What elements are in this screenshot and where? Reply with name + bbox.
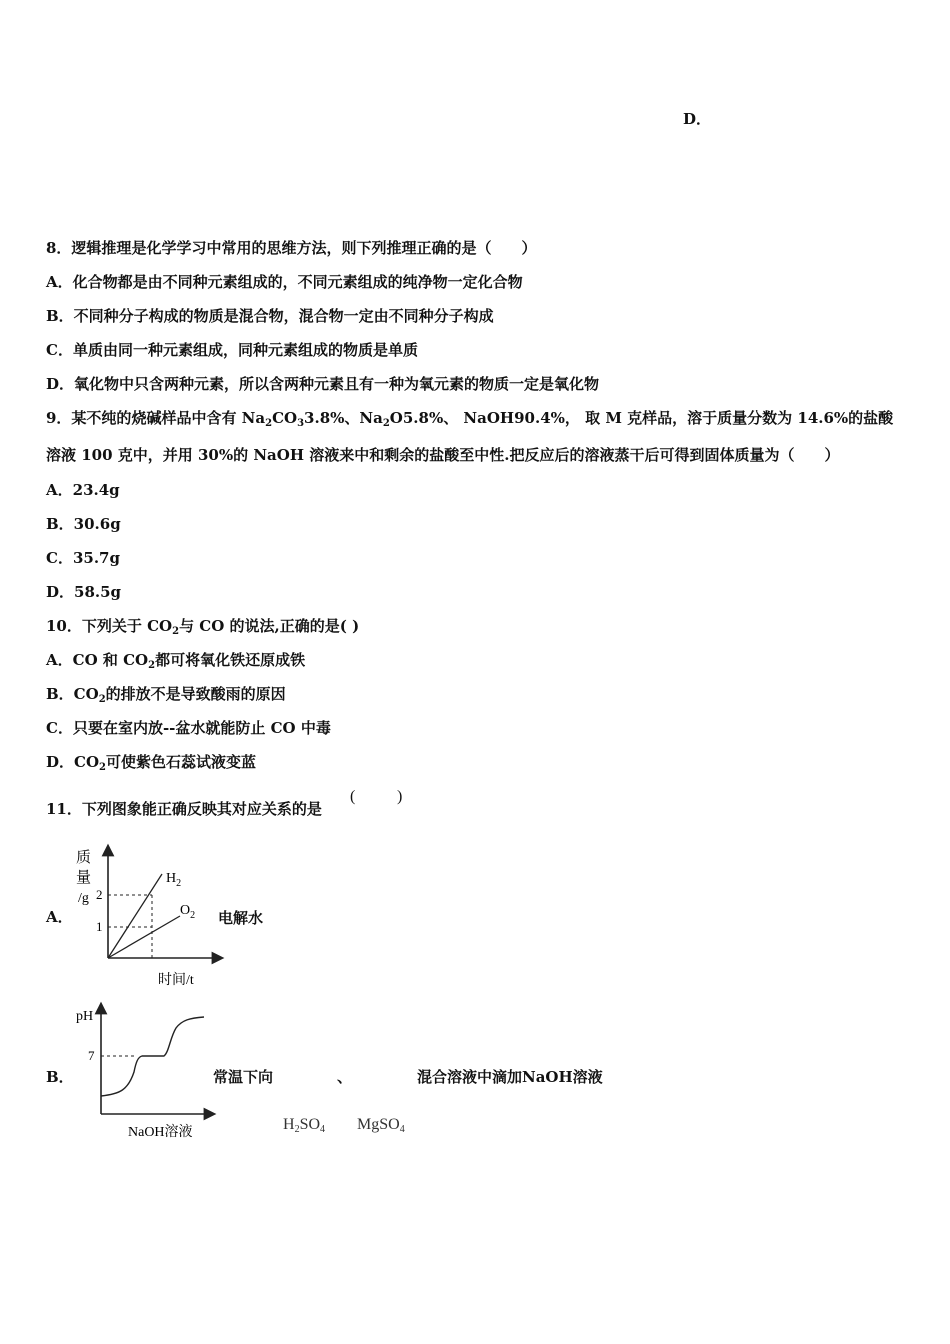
q10-option-b: B．$CO_2$的排放不是导致酸雨的原因 <box>46 685 286 705</box>
series-label-o2: $O_2$ <box>180 903 196 921</box>
y-label-ph: pH <box>76 1009 94 1024</box>
q8-option-b: B．不同种分子构成的物质是混合物，混合物一定由不同种分子构成 <box>46 307 494 325</box>
option-d-label: D． <box>683 110 712 128</box>
electrolysis-graph <box>68 842 228 990</box>
q11-option-a-text: 电解水 <box>218 909 264 927</box>
y-label-1: 质 <box>76 850 92 866</box>
h2-line <box>108 874 162 958</box>
q8-stem: 8．逻辑推理是化学学习中常用的思维方法，则下列推理正确的是（ ） <box>46 239 537 257</box>
q9-stem-line1: 9．某不纯的烧碱样品中含有 $Na_2CO_33.8\%$、$Na_2O5.8\%$、 NaOH90.4%， 取 M 克样品，溶于质量分数为 14.6%的盐酸 <box>46 409 894 429</box>
x-label: NaOH溶液 <box>128 1125 193 1140</box>
q11-stem: 11．下列图象能正确反映其对应关系的是 <box>46 800 322 818</box>
ph-curve <box>101 1017 204 1096</box>
q9-option-c: C．35.7g <box>46 549 120 567</box>
q8-option-c: C．单质由同一种元素组成，同种元素组成的物质是单质 <box>46 341 418 359</box>
q11-option-b-label: B． <box>46 1068 74 1086</box>
series-label-h2: $H_2$ <box>166 871 182 889</box>
q9-option-b: B．30.6g <box>46 515 121 533</box>
q8-option-a: A．化合物都是由不同种元素组成的，不同元素组成的纯净物一定化合物 <box>46 273 523 291</box>
formula-h2so4: $H_2SO_4$ <box>283 1116 326 1135</box>
q11-paren-close: ) <box>397 788 403 805</box>
q9-option-d: D．58.5g <box>46 583 122 601</box>
q11-option-a-label: A． <box>46 908 73 926</box>
formula-mgso4: MgSO$_4$ <box>357 1116 405 1135</box>
ph-titration-graph <box>68 1000 218 1146</box>
x-label: 时间/t <box>158 973 194 988</box>
q10-stem: 10．下列关于 $CO_2$与 CO 的说法,正确的是( ) <box>46 617 360 637</box>
q11-option-b-text2: 混合溶液中滴加NaOH溶液 <box>417 1068 603 1086</box>
q11-paren-open: ( <box>350 788 356 805</box>
tick-label-7: 7 <box>88 1048 95 1063</box>
q10-option-d: D．$CO_2$可使紫色石蕊试液变蓝 <box>46 753 256 773</box>
q8-option-d: D．氧化物中只含两种元素，所以含两种元素且有一种为氧元素的物质一定是氧化物 <box>46 375 600 393</box>
q9-stem-line2: 溶液 100 克中，并用 30%的 NaOH 溶液来中和剩余的盐酸至中性.把反应后的溶液蒸干后可得到固体质量为（ ） <box>46 446 840 464</box>
o2-line <box>108 916 180 958</box>
y-label-3: /g <box>78 891 89 906</box>
q10-option-a: A．CO 和 $CO_2$都可将氧化铁还原成铁 <box>46 651 306 671</box>
tick-label-2: 2 <box>96 887 103 902</box>
q9-option-a: A．23.4g <box>46 481 120 499</box>
q11-option-b-separator: 、 <box>337 1068 353 1086</box>
y-label-2: 量 <box>76 870 92 886</box>
tick-label-1: 1 <box>96 919 103 934</box>
q10-option-c: C．只要在室内放--盆水就能防止 CO 中毒 <box>46 719 331 737</box>
q11-option-b-text1: 常温下向 <box>213 1068 274 1086</box>
